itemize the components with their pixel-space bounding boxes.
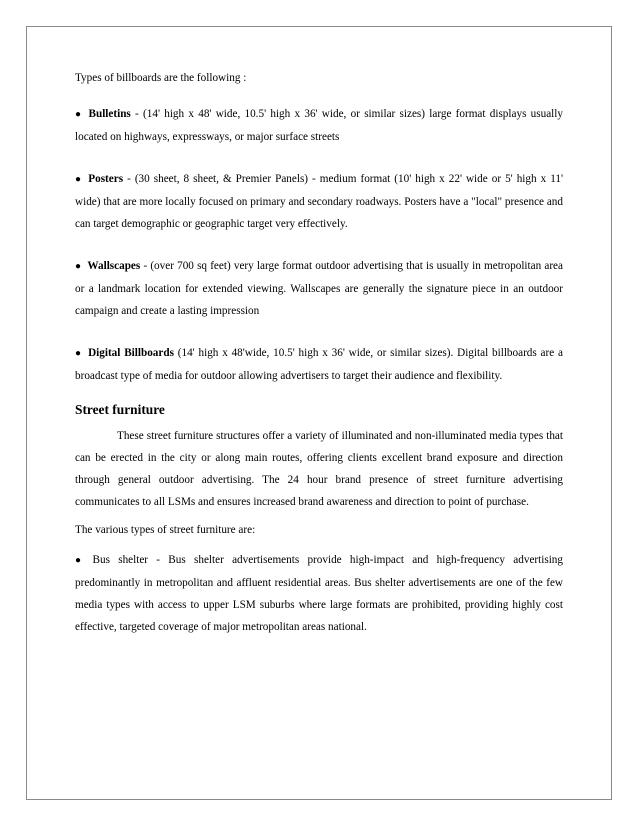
street-furniture-heading: Street furniture	[75, 402, 165, 417]
posters-term: Posters	[88, 173, 124, 185]
bulletins-item	[75, 103, 563, 148]
posters-item	[75, 168, 563, 235]
digital-billboards-term: Digital Billboards	[88, 347, 174, 359]
digital-billboards-text: (14' high x 48'wide, 10.5' high x 36' wide, or similar sizes). Digital billboards are a broadcast type of media for outdoor allowing advertisers to target their audience and flexibility.	[75, 347, 563, 382]
wallscapes-text: - (over 700 sq feet) very large format outdoor advertising that is usually in metropolitan area or a landmark location for extended viewing. Wallscapes are generally the signature piece in an outdoor campaign and create a lasting impression	[75, 260, 563, 317]
wallscapes-item	[75, 255, 563, 322]
bullet-icon: ●	[75, 261, 82, 272]
page-content	[75, 71, 563, 638]
bus-shelter-item	[75, 549, 563, 638]
bullet-icon: ●	[75, 555, 87, 566]
bullet-icon: ●	[75, 109, 83, 120]
bullet-icon: ●	[75, 348, 83, 359]
document-page	[26, 26, 612, 800]
bulletins-text: - (14' high x 48' wide, 10.5' high x 36' wide, or similar sizes) large format displays usually located on highways, expressways, or major surface streets	[75, 108, 563, 143]
street-furniture-types-intro: The various types of street furniture are:	[75, 524, 256, 536]
bullet-icon: ●	[75, 174, 83, 185]
digital-billboards-item	[75, 342, 563, 387]
street-furniture-paragraph: These street furniture structures offer a variety of illuminated and non-illuminated media types that can be erected in the city or along main routes, offering clients excellent brand exposure and direction through general outdoor advertising. The 24 hour brand presence of street furniture advertising communicates to all LSMs and ensures increased brand awareness and direction to point of purchase.	[75, 430, 563, 508]
posters-text: - (30 sheet, 8 sheet, & Premier Panels) - medium format (10' high x 22' wide or 5' high x 11' wide) that are more locally focused on primary and secondary roadways. Posters have a "local" presence and can target demographic or geographic target very effectively.	[75, 173, 563, 230]
bulletins-term: Bulletins	[88, 108, 131, 120]
wallscapes-term: Wallscapes	[87, 260, 141, 272]
bus-shelter-text: Bus shelter - Bus shelter advertisements provide high-impact and high-frequency advertising predominantly in metropolitan and affluent residential areas. Bus shelter advertisements are one of the few media types with access to upper LSM suburbs where large formats are prohibited, providing highly cost effective, targeted coverage of major metropolitan areas national.	[75, 554, 563, 633]
billboard-types-intro: Types of billboards are the following :	[75, 72, 247, 84]
